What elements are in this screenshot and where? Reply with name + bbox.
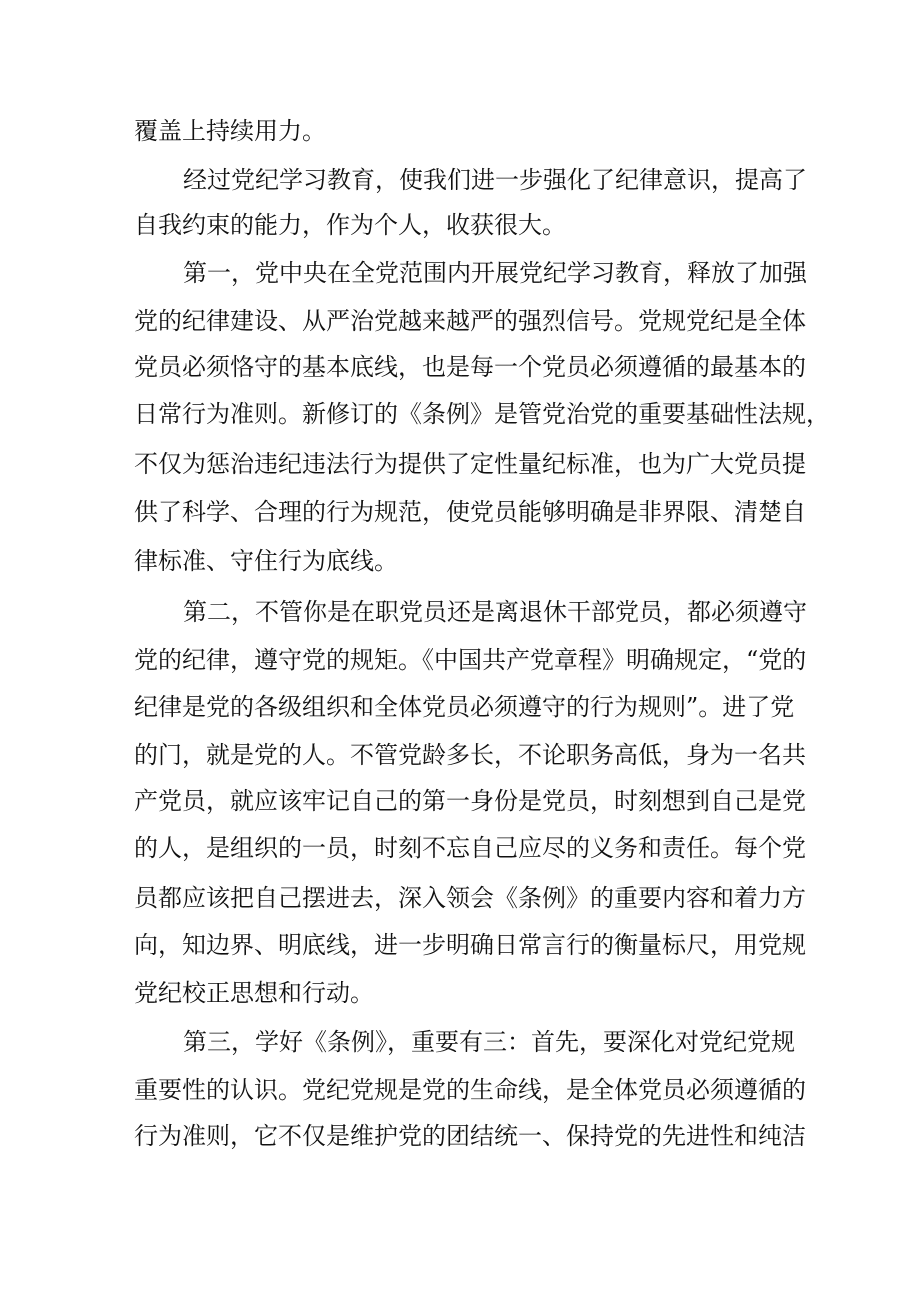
- text-line: 经过党纪学习教育，使我们进一步强化了纪律意识，提高了: [183, 166, 807, 194]
- text-line: 产党员，就应该牢记自己的第一身份是党员，时刻想到自己是党: [134, 787, 806, 815]
- text-line: 员都应该把自己摆进去，深入领会《条例》的重要内容和着力方: [134, 884, 806, 912]
- text-line: 的门，就是党的人。不管党龄多长，不论职务高低，身为一名共: [134, 741, 806, 769]
- text-line: 供了科学、合理的行为规范，使党员能够明确是非界限、清楚自: [134, 498, 806, 526]
- text-line: 律标准、守住行为底线。: [134, 547, 398, 575]
- text-line: 行为准则，它不仅是维护党的团结统一、保持党的先进性和纯洁: [134, 1122, 806, 1150]
- text-line: 不仅为惩治违纪违法行为提供了定性量纪标准，也为广大党员提: [134, 450, 806, 478]
- text-line: 党纪校正思想和行动。: [134, 979, 374, 1007]
- text-line: 的人，是组织的一员，时刻不忘自己应尽的义务和责任。每个党: [134, 834, 806, 862]
- text-line: 日常行为准则。新修订的《条例》是管党治党的重要基础性法规，: [134, 400, 830, 428]
- text-line: 第三，学好《条例》，重要有三：首先，要深化对党纪党规: [183, 1028, 795, 1056]
- text-line: 自我约束的能力，作为个人，收获很大。: [134, 211, 566, 239]
- text-line: 党的纪律，遵守党的规矩。《中国共产党章程》明确规定，“党的: [134, 646, 807, 674]
- text-line: 重要性的认识。党纪党规是党的生命线，是全体党员必须遵循的: [134, 1076, 806, 1104]
- text-line: 党的纪律建设、从严治党越来越严的强烈信号。党规党纪是全体: [134, 307, 806, 335]
- text-line: 第二，不管你是在职党员还是离退休干部党员，都必须遵守: [183, 598, 807, 626]
- text-line: 党员必须恪守的基本底线，也是每一个党员必须遵循的最基本的: [134, 353, 806, 381]
- text-line: 覆盖上持续用力。: [134, 117, 326, 145]
- text-line: 向，知边界、明底线，进一步明确日常言行的衡量标尺，用党规: [134, 931, 806, 959]
- text-line: 纪律是党的各级组织和全体党员必须遵守的行为规则”。进了党: [134, 693, 795, 721]
- text-line: 第一，党中央在全党范围内开展党纪学习教育，释放了加强: [183, 259, 807, 287]
